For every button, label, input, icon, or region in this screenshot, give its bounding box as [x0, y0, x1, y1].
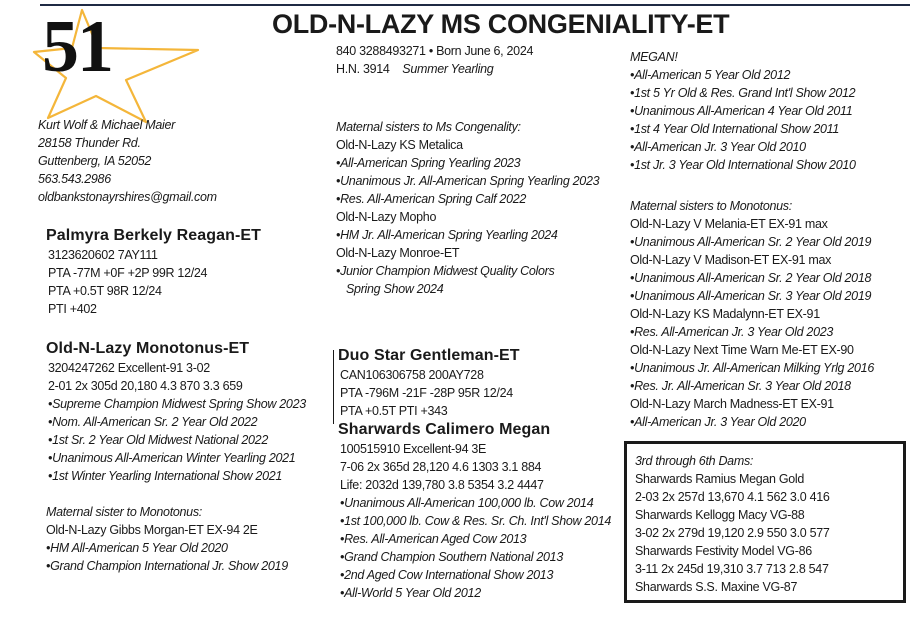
dams-box-line: 3-11 2x 245d 19,310 3.7 713 2.8 547 [635, 562, 829, 576]
dams-box-line: Sharwards S.S. Maxine VG-87 [635, 580, 798, 594]
sister-honor: •Unanimous Jr. All-American Milking Yrlg 2016 [630, 361, 874, 375]
dam-section [46, 339, 306, 485]
sister-honor: •Unanimous All-American Sr. 2 Year Old 2018 [630, 271, 872, 285]
dams-box-heading: 3rd through 6th Dams: [635, 454, 754, 468]
sire-section [46, 226, 261, 318]
dam-sister-honor: •Grand Champion International Jr. Show 2019 [46, 559, 288, 573]
dam-name: Old-N-Lazy Monotonus-ET [46, 340, 250, 357]
granddam-honor: •All-World 5 Year Old 2012 [340, 586, 481, 600]
megan-honor: •Unanimous All-American 4 Year Old 2011 [630, 104, 853, 118]
grandsire-bracket [333, 350, 334, 424]
sister-honor: •All-American Jr. 3 Year Old 2020 [630, 415, 806, 429]
sister-name: Old-N-Lazy Mopho [336, 210, 437, 224]
grandsire-line: PTA +0.5T PTI +343 [340, 404, 448, 418]
megan-honor: •1st 4 Year Old International Show 2011 [630, 122, 840, 136]
sister-name: Old-N-Lazy March Madness-ET EX-91 [630, 397, 834, 411]
registration-line: 840 3288493271 • Born June 6, 2024 [336, 44, 534, 58]
granddam-section [338, 420, 611, 602]
consignor-name: Kurt Wolf & Michael Maier [38, 118, 175, 132]
consignor-city: Guttenberg, IA 52052 [38, 154, 152, 168]
sister-name: Old-N-Lazy Next Time Warn Me-ET EX-90 [630, 343, 854, 357]
granddam-honor: •Grand Champion Southern National 2013 [340, 550, 563, 564]
sister-name: Old-N-Lazy V Melania-ET EX-91 max [630, 217, 828, 231]
dam-line: 2-01 2x 305d 20,180 4.3 870 3.3 659 [48, 379, 243, 393]
show-class: Summer Yearling [402, 62, 494, 76]
sister-honor: •Unanimous All-American Sr. 2 Year Old 2019 [630, 235, 872, 249]
consignor-phone: 563.543.2986 [38, 172, 111, 186]
hn-number: H.N. 3914 [336, 62, 390, 76]
grandsire-name: Duo Star Gentleman-ET [338, 347, 520, 364]
dam-honor: •1st Sr. 2 Year Old Midwest National 2022 [48, 433, 268, 447]
sister-name: Old-N-Lazy KS Metalica [336, 138, 463, 152]
dam-sister-name: Old-N-Lazy Gibbs Morgan-ET EX-94 2E [46, 523, 258, 537]
sister-name: Old-N-Lazy V Madison-ET EX-91 max [630, 253, 832, 267]
sire-line: PTA -77M +0F +2P 99R 12/24 [48, 266, 208, 280]
consignor-info [38, 116, 217, 206]
hn-line [336, 60, 533, 78]
granddam-line: 7-06 2x 365d 28,120 4.6 1303 3.1 884 [340, 460, 542, 474]
animal-info [336, 42, 533, 78]
consignor-email: oldbankstonayrshires@gmail.com [38, 190, 217, 204]
sister-honor: Spring Show 2024 [346, 282, 444, 296]
consignor-address: 28158 Thunder Rd. [38, 136, 141, 150]
lot-number: 51 [42, 6, 112, 88]
granddam-honor: •Unanimous All-American 100,000 lb. Cow 2014 [340, 496, 594, 510]
granddam-line: Life: 2032d 139,780 3.8 5354 3.2 4447 [340, 478, 544, 492]
sire-line: PTA +0.5T 98R 12/24 [48, 284, 162, 298]
dam-sister-heading: Maternal sister to Monotonus: [46, 505, 202, 519]
dam-honor: •Unanimous All-American Winter Yearling 2021 [48, 451, 296, 465]
dams-box-line: 3-02 2x 279d 19,120 2.9 550 3.0 577 [635, 526, 830, 540]
maternal-grandsire-section [338, 346, 520, 420]
dam-line: 3204247262 Excellent-91 3-02 [48, 361, 210, 375]
megan-honor: •All-American Jr. 3 Year Old 2010 [630, 140, 806, 154]
sister-name: Old-N-Lazy Monroe-ET [336, 246, 460, 260]
sister-honor: •Unanimous Jr. All-American Spring Yearling 2023 [336, 174, 600, 188]
megan-honor: •1st 5 Yr Old & Res. Grand Int'l Show 2012 [630, 86, 856, 100]
sister-honor: •Res. All-American Jr. 3 Year Old 2023 [630, 325, 834, 339]
dam-honor: •1st Winter Yearling International Show 2021 [48, 469, 283, 483]
grandsire-line: CAN106306758 200AY728 [340, 368, 484, 382]
sire-line: PTI +402 [48, 302, 97, 316]
dams-box-line: 2-03 2x 257d 13,670 4.1 562 3.0 416 [635, 490, 830, 504]
dams-box-line: Sharwards Ramius Megan Gold [635, 472, 805, 486]
granddam-honor: •2nd Aged Cow International Show 2013 [340, 568, 554, 582]
sister-honor: •Res. All-American Spring Calf 2022 [336, 192, 527, 206]
sister-honor: •HM Jr. All-American Spring Yearling 2024 [336, 228, 558, 242]
granddam-honor: •1st 100,000 lb. Cow & Res. Sr. Ch. Int'l Show 2014 [340, 514, 612, 528]
sister-honor: •Junior Champion Midwest Quality Colors [336, 264, 555, 278]
sister-honor: •Res. Jr. All-American Sr. 3 Year Old 2018 [630, 379, 851, 393]
megan-heading: MEGAN! [630, 50, 678, 64]
monotonus-sisters-heading: Maternal sisters to Monotonus: [630, 199, 792, 213]
dam-honor: •Nom. All-American Sr. 2 Year Old 2022 [48, 415, 258, 429]
dam-honor: •Supreme Champion Midwest Spring Show 2023 [48, 397, 306, 411]
sire-line: 3123620602 7AY111 [48, 248, 158, 262]
maternal-sisters-section [336, 118, 599, 298]
granddam-line: 100515910 Excellent-94 3E [340, 442, 487, 456]
granddam-name: Sharwards Calimero Megan [338, 421, 551, 438]
granddam-honor: •Res. All-American Aged Cow 2013 [340, 532, 527, 546]
monotonus-sisters-section [630, 197, 874, 431]
grandsire-line: PTA -796M -21F -28P 95R 12/24 [340, 386, 513, 400]
dams-box-line: Sharwards Festivity Model VG-86 [635, 544, 812, 558]
sister-name: Old-N-Lazy KS Madalynn-ET EX-91 [630, 307, 820, 321]
sister-honor: •Unanimous All-American Sr. 3 Year Old 2019 [630, 289, 872, 303]
megan-section [630, 48, 856, 174]
dam-sister-honor: •HM All-American 5 Year Old 2020 [46, 541, 228, 555]
sister-honor: •All-American Spring Yearling 2023 [336, 156, 521, 170]
dams-box [624, 441, 906, 603]
dams-box-line: Sharwards Kellogg Macy VG-88 [635, 508, 805, 522]
maternal-sisters-heading: Maternal sisters to Ms Congenality: [336, 120, 521, 134]
page-title: OLD-N-LAZY MS CONGENIALITY-ET [272, 9, 730, 39]
megan-honor: •All-American 5 Year Old 2012 [630, 68, 791, 82]
megan-honor: •1st Jr. 3 Year Old International Show 2010 [630, 158, 856, 172]
dam-sister-section [46, 503, 288, 575]
sire-name: Palmyra Berkely Reagan-ET [46, 227, 262, 244]
